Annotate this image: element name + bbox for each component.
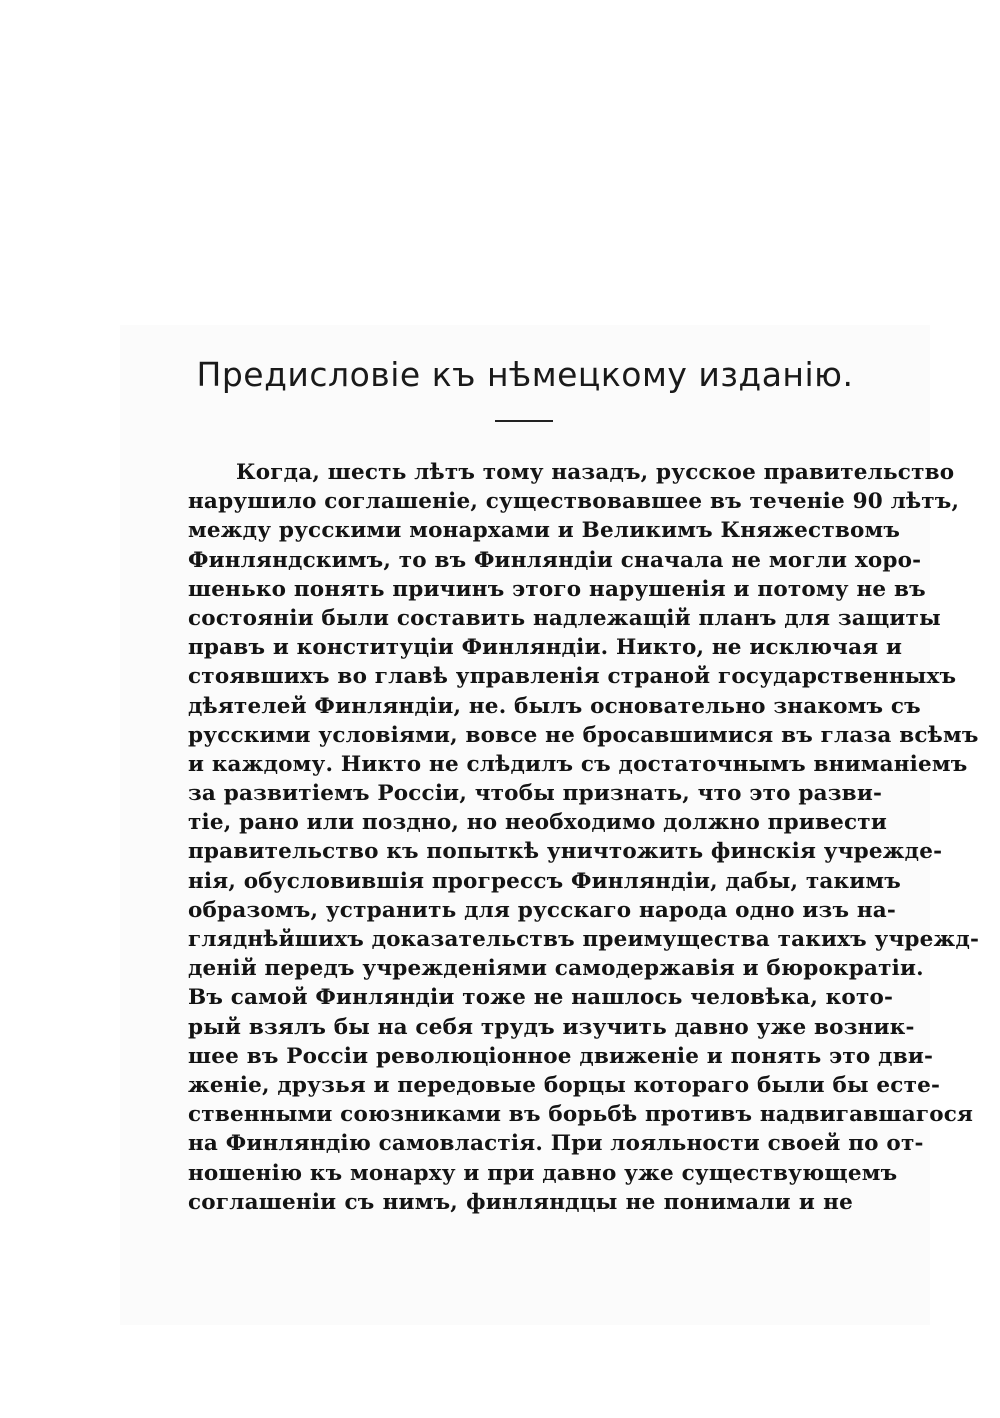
text-line: ношенію къ монарху и при давно уже существующемъ	[188, 1160, 898, 1186]
text-line: между русскими монархами и Великимъ Княжествомъ	[188, 518, 901, 544]
text-line: соглашеніи съ нимъ, финляндцы не понимали и не	[188, 1189, 853, 1215]
text-line: на Финляндію самовластія. При лояльности своей по от-	[188, 1131, 924, 1157]
text-line: правительство къ попыткѣ уничтожить финскія учрежде-	[188, 839, 943, 865]
text-line: нарушило соглашеніе, существовавшее въ теченіе 90 лѣтъ,	[188, 489, 960, 515]
text-line: ственными союзниками въ борьбѣ противъ надвигавшагося	[188, 1102, 974, 1128]
text-line: шее въ Россіи революціонное движеніе и понять это дви-	[188, 1043, 934, 1069]
text-line: и каждому. Никто не слѣдилъ съ достаточнымъ вниманіемъ	[188, 751, 968, 777]
text-line: тіе, рано или поздно, но необходимо должно привести	[188, 810, 887, 836]
text-line: деній передъ учрежденіями самодержавія и бюрократіи.	[188, 956, 924, 982]
text-line: рый взялъ бы на себя трудъ изучить давно уже возник-	[188, 1014, 915, 1040]
text-line: правъ и конституціи Финляндіи. Никто, не исключая и	[188, 635, 903, 661]
page-title: Предисловіе къ нѣмецкому изданію.	[196, 355, 854, 394]
text-line: гляднѣйшихъ доказательствъ преимущества такихъ учрежд-	[188, 927, 980, 952]
text-line: нія, обусловившія прогрессъ Финляндіи, дабы, такимъ	[188, 868, 901, 894]
text-line: Когда, шесть лѣтъ тому назадъ, русское правительство	[236, 460, 955, 485]
text-line: русскими условіями, вовсе не бросавшимися въ глаза всѣмъ	[188, 722, 979, 748]
text-line: дѣятелей Финляндіи, не. былъ основательно знакомъ съ	[188, 693, 921, 719]
text-line: стоявшихъ во главѣ управленія страной государственныхъ	[188, 664, 957, 690]
text-line: состояніи были составить надлежащій планъ для защиты	[188, 605, 941, 631]
text-line: образомъ, устранить для русскаго народа одно изъ на-	[188, 897, 897, 923]
text-line: женіе, друзья и передовые борцы котораго были бы есте-	[188, 1072, 941, 1098]
text-line: Въ самой Финляндіи тоже не нашлось человѣка, кото-	[188, 985, 894, 1011]
text-line: Финляндскимъ, то въ Финляндіи сначала не могли хоро-	[188, 547, 922, 573]
body-text	[188, 458, 980, 1217]
title-divider	[495, 420, 553, 422]
text-line: за развитіемъ Россіи, чтобы признать, что это разви-	[188, 781, 883, 807]
text-line: шенько понять причинъ этого нарушенія и потому не въ	[188, 576, 926, 602]
